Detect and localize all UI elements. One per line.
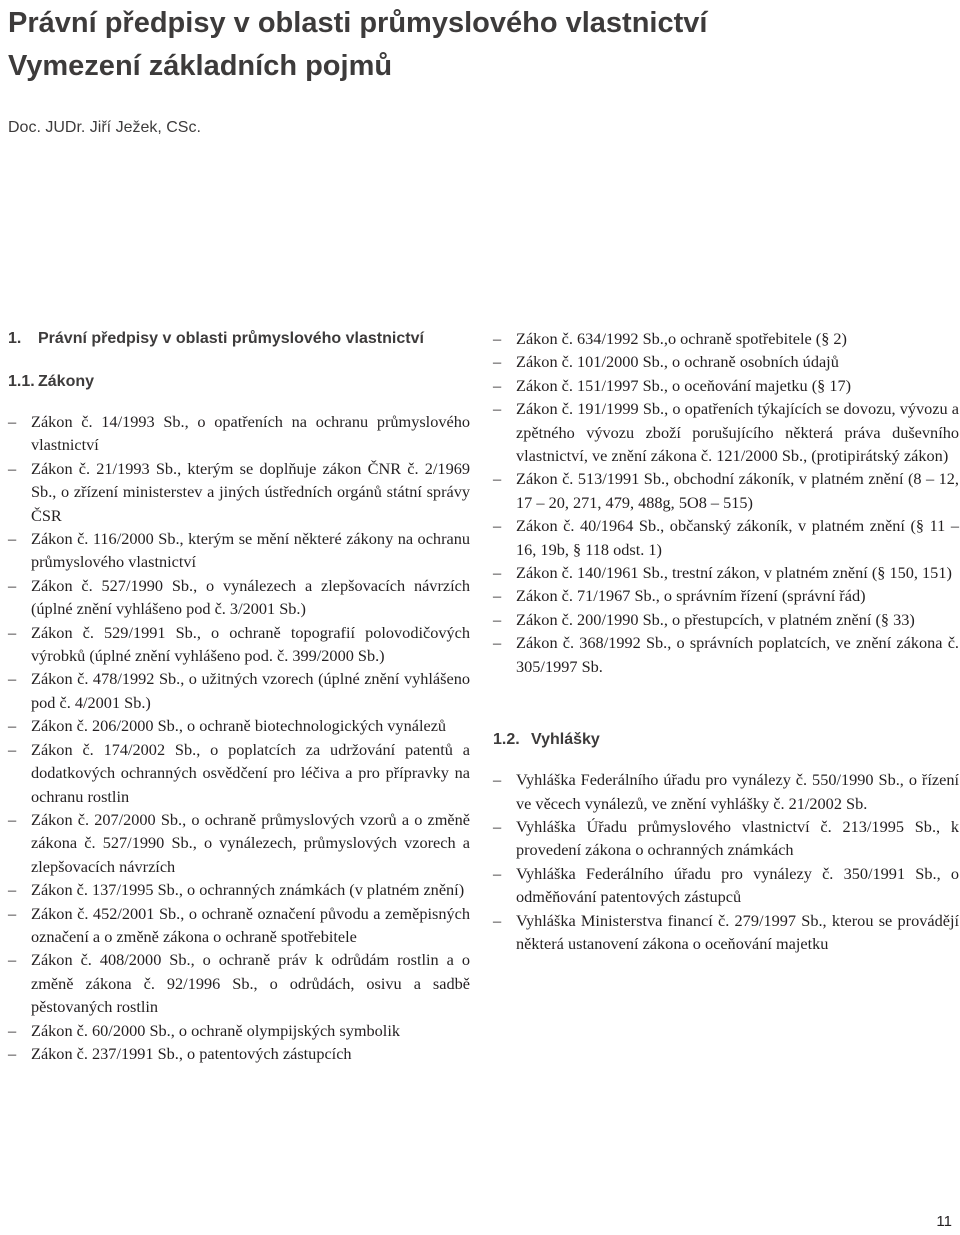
law-item: – Zákon č. 40/1964 Sb., občanský zákoník, v platném znění (§ 11 – 16, 19b, § 118 odst. 1) — [493, 514, 959, 561]
title-line-2: Vymezení základních pojmů — [8, 50, 393, 82]
section-1-1-heading — [8, 370, 470, 393]
law-item: – Zákon č. 513/1991 Sb., obchodní zákoník, v platném znění (8 – 12, 17 – 20, 271, 479, 488g, 5O8 – 515) — [493, 467, 959, 514]
law-item: – Zákon č. 452/2001 Sb., o ochraně označení původu a zeměpisných označení a o změně zákona o ochraně spotřebitele — [8, 902, 470, 949]
page-number: 11 — [936, 1213, 952, 1230]
law-item: – Zákon č. 368/1992 Sb., o správních poplatcích, ve znění zákona č. 305/1997 Sb. — [493, 631, 959, 678]
laws-list-left — [8, 410, 470, 1065]
decrees-list — [493, 768, 959, 955]
document-title — [8, 2, 948, 88]
section-1-2-heading — [493, 728, 959, 751]
author: Doc. JUDr. Jiří Ježek, CSc. — [8, 119, 201, 136]
section-1-heading — [8, 327, 470, 350]
law-item: – Zákon č. 200/1990 Sb., o přestupcích, v platném znění (§ 33) — [493, 608, 959, 631]
title-line-1: Právní předpisy v oblasti průmyslového vlastnictví — [8, 7, 708, 39]
law-item: – Zákon č. 60/2000 Sb., o ochraně olympijských symbolik — [8, 1019, 470, 1042]
law-item: – Zákon č. 529/1991 Sb., o ochraně topografií polovodičových výrobků (úplné znění vyhlášeno pod. č. 399/2000 Sb.) — [8, 621, 470, 668]
section-1-1-title: Zákony — [38, 373, 95, 390]
law-item: – Zákon č. 21/1993 Sb., kterým se doplňuje zákon ČNR č. 2/1969 Sb., o zřízení ministerstev a jiných ústředních orgánů státní správy ČSR — [8, 457, 470, 527]
law-item: – Zákon č. 207/2000 Sb., o ochraně průmyslových vzorů a o změně zákona č. 527/1990 Sb., o vynálezech, průmyslových vzorech a zlepšovacích návrzích — [8, 808, 470, 878]
laws-list-right — [493, 327, 959, 678]
section-1-2-title: Vyhlášky — [531, 731, 600, 749]
section-1-1-number: 1.1. — [8, 373, 35, 390]
law-item: – Zákon č. 116/2000 Sb., kterým se mění některé zákony na ochranu průmyslového vlastnictví — [8, 527, 470, 574]
right-column — [493, 327, 959, 955]
law-item: – Zákon č. 527/1990 Sb., o vynálezech a zlepšovacích návrzích (úplné znění vyhlášeno pod č. 3/2001 Sb.) — [8, 574, 470, 621]
law-item: – Zákon č. 478/1992 Sb., o užitných vzorech (úplné znění vyhlášeno pod č. 4/2001 Sb.) — [8, 667, 470, 714]
law-item: – Zákon č. 14/1993 Sb., o opatřeních na ochranu průmyslového vlastnictví — [8, 410, 470, 457]
decree-item: – Vyhláška Federálního úřadu pro vynálezy č. 550/1990 Sb., o řízení ve věcech vynálezů, ve znění vyhlášky č. 21/2002 Sb. — [493, 768, 959, 815]
decree-item: – Vyhláška Ministerstva financí č. 279/1997 Sb., kterou se provádějí některá ustanovení zákona o oceňování majetku — [493, 909, 959, 956]
law-item: – Zákon č. 206/2000 Sb., o ochraně biotechnologických vynálezů — [8, 714, 470, 737]
section-1-2-number: 1.2. — [493, 731, 520, 749]
law-item: – Zákon č. 237/1991 Sb., o patentových zástupcích — [8, 1042, 470, 1065]
law-item: – Zákon č. 101/2000 Sb., o ochraně osobních údajů — [493, 350, 959, 373]
law-item: – Zákon č. 151/1997 Sb., o oceňování majetku (§ 17) — [493, 374, 959, 397]
section-1-title: Právní předpisy v oblasti průmyslového vlastnictví — [38, 330, 424, 347]
law-item: – Zákon č. 140/1961 Sb., trestní zákon, v platném znění (§ 150, 151) — [493, 561, 959, 584]
law-item: – Zákon č. 408/2000 Sb., o ochraně práv k odrůdám rostlin a o změně zákona č. 92/1996 Sb., o odrůdách, osivu a sadbě pěstovaných rostlin — [8, 948, 470, 1018]
law-item: – Zákon č. 174/2002 Sb., o poplatcích za udržování patentů a dodatkových ochranných osvědčení pro léčiva a pro přípravky na ochranu rostlin — [8, 738, 470, 808]
left-column — [8, 327, 470, 1065]
law-item: – Zákon č. 71/1967 Sb., o správním řízení (správní řád) — [493, 584, 959, 607]
section-1-number: 1. — [8, 330, 22, 347]
law-item: – Zákon č. 137/1995 Sb., o ochranných známkách (v platném znění) — [8, 878, 470, 901]
decree-item: – Vyhláška Federálního úřadu pro vynálezy č. 350/1991 Sb., o odměňování patentových zástupců — [493, 862, 959, 909]
decree-item: – Vyhláška Úřadu průmyslového vlastnictví č. 213/1995 Sb., k provedení zákona o ochranných známkách — [493, 815, 959, 862]
law-item: – Zákon č. 634/1992 Sb.,o ochraně spotřebitele (§ 2) — [493, 327, 959, 350]
law-item: – Zákon č. 191/1999 Sb., o opatřeních týkajících se dovozu, vývozu a zpětného vývozu zboží porušujícího některá práva duševního vlastnictví, ve znění zákona č. 121/2000 Sb., (protipirátský zákon) — [493, 397, 959, 467]
